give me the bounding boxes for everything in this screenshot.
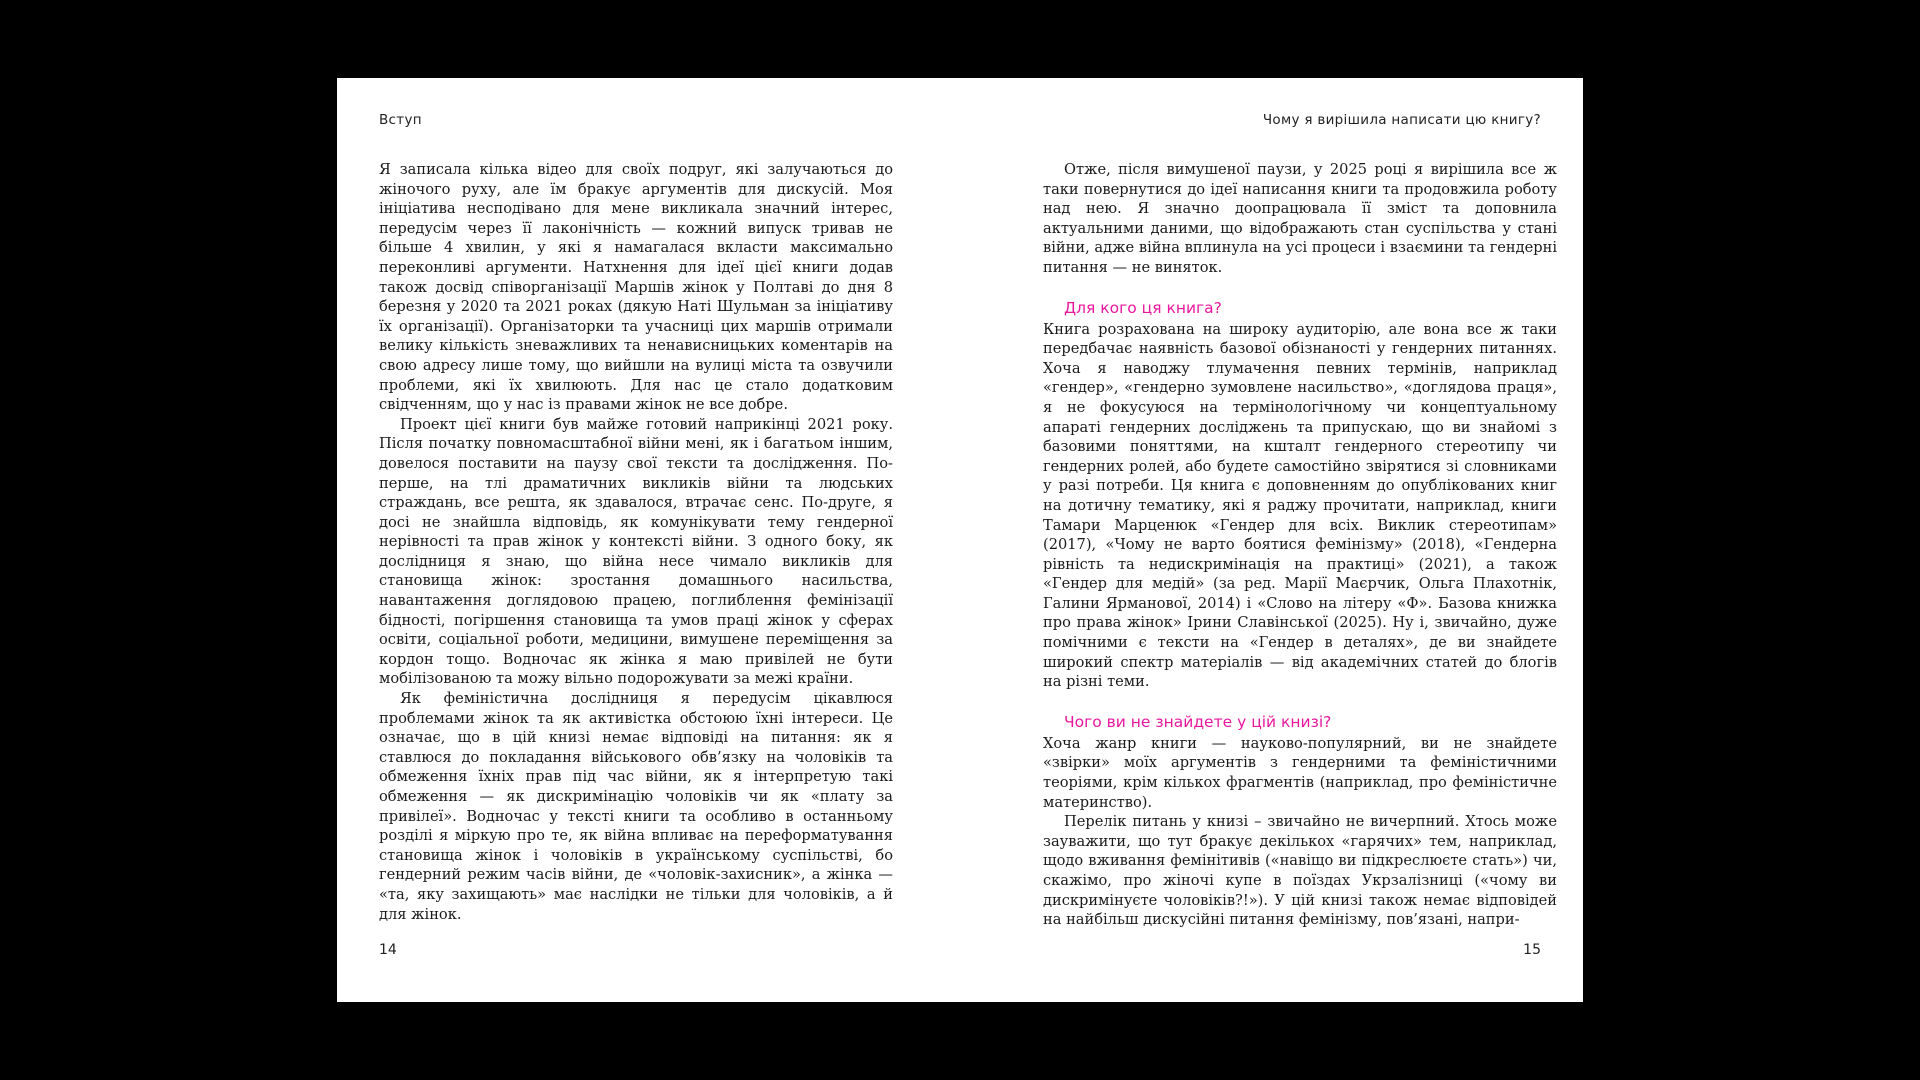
right-body-text — [1043, 160, 1557, 930]
section-heading: Для кого ця книга? — [1064, 298, 1222, 317]
paragraph: Отже, після вимушеної паузи, у 2025 році я вирішила все ж таки повернутися до ідеї написання книги та продовжила роботу над нею. Я значно доопрацювала її зміст та доповнила актуальними даними, що відображають стан суспільства у стані війни, адже війна вплинула на усі процеси і взаємини та гендерні питання — не виняток. — [1043, 161, 1557, 276]
page-number-left: 14 — [379, 942, 397, 958]
running-head-left: Вступ — [379, 112, 422, 128]
paragraph: Перелік питань у книзі – звичайно не вичерпний. Хтось може зауважити, що тут бракує декількох «гарячих» тем, наприклад, щодо вживання фемінітивів («навіщо ви підкреслюєте стать») чи, скажімо, про жіночі купе в поїздах Укрзалізниці («чому ви дискримінуєте чоловіків?!»). У цій книзі також немає відповідей на найбільш дискусійні питання фемінізму, пов’язані, напри- — [1043, 813, 1557, 929]
page-number-right: 15 — [1523, 942, 1541, 958]
left-body-text — [379, 160, 893, 924]
book-spread — [337, 78, 1583, 1002]
left-page — [337, 78, 960, 1002]
running-head-right: Чому я вирішила написати цю книгу? — [1262, 112, 1541, 128]
paragraph: Проект цієї книги був майже готовий наприкінці 2021 року. Після початку повномасштабної війни мені, як і багатьом іншим, довелося поставити на паузу свої тексти та дослідження. По-перше, на тлі драматичних викликів війни та людських страждань, все решта, як здавалося, втрачає сенс. По-друге, я досі не знайшла відповідь, як комунікувати тему гендерної нерівності та прав жінок у контексті війни. З одного боку, як дослідниця я знаю, що війна несе чимало викликів для становища жінок: зростання домашнього насильства, навантаження доглядовою працею, поглиблення фемінізації бідності, погіршення становища та умов праці жінок у сферах освіти, соціальної роботи, медицини, вимушене переміщення за кордон тощо. Водночас як жінка я маю привілей не бути мобілізованою та можу вільно подорожувати за межі країни. — [379, 415, 893, 688]
paragraph: Книга розрахована на широку аудиторію, але вона все ж таки передбачає наявність базової обізнаності у гендерних питаннях. Хоча я наводжу тлумачення певних термінів, наприклад «гендер», «гендерно зумовлене насильство», «доглядова праця», я не фокусуюся на термінологічному чи концептуальному апараті гендерних досліджень та припускаю, що ви знайомі з базовими поняттями, на кшталт гендерного стереотипу чи гендерних ролей, або будете самостійно звірятися зі словниками у разі потреби. Ця книга є доповненням до опублікованих книг на дотичну тематику, які я раджу прочитати, наприклад, книги Тамари Марценюк «Гендер для всіх. Виклик стереотипам» (2017), «Чому не варто боятися фемінізму» (2018), «Гендерна рівність та недискримінація на практиці» (2021), а також «Гендер для медій» (за ред. Марії Маєрчик, Ольга Плахотнік, Галини Ярманової, 2014) і «Слово на літеру «Ф». Базова книжка про права жінок» Ірини Славінської (2025). Ну і, звичайно, дуже помічними є тексти на «Гендер в деталях», де ви знайдете широкий спектр матеріалів — від академічних статей до блогів на різні теми. — [1043, 320, 1557, 691]
paragraph: Хоча жанр книги — науково-популярний, ви не знайдете «звірки» моїх аргументів з гендерними та феміністичними теоріями, крім кількох фрагментів (наприклад, про феміністичне материнство). — [1043, 734, 1557, 811]
right-page — [960, 78, 1583, 1002]
paragraph: Я записала кілька відео для своїх подруг, які залучаються до жіночого руху, але їм бракує аргументів для дискусій. Моя ініціатива несподівано для мене викликала значний інтерес, передусім через її лаконічність — кожний випуск тривав не більше 4 хвилин, у які я намагалася вкласти максимально переконливі аргументи. Натхнення для ідеї цієї книги додав також досвід співорганізації Маршів жінок у Полтаві до дня 8 березня у 2020 та 2021 роках (дякую Наті Шульман за ініціативу їх організації). Організаторки та учасниці цих маршів отримали велику кількість зневажливих та ненависницьких коментарів на свою адресу лише тому, що вийшли на вулиці міста та озвучили проблеми, які їх хвилюють. Для нас це стало додатковим свідченням, що у нас із правами жінок не все добре. — [379, 161, 893, 414]
section-heading: Чого ви не знайдете у цій книзі? — [1064, 712, 1332, 731]
paragraph: Як феміністична дослідниця я передусім цікавлюся проблемами жінок та як активістка обстоюю їхні інтереси. Це означає, що в цій книзі немає відповіді на питання: як я ставлюся до покладання військового обв’язку на чоловіків та обмеження їхніх прав під час війни, як я інтерпретую такі обмеження — як дискримінацію чоловіків чи як «плату за привілеї». Водночас у тексті книги та особливо в останньому розділі я міркую про те, як війна впливає на переформатування становища жінок і чоловіків в українському суспільстві, бо гендерний режим часів війни, де «чоловік-захисник», а жінка — «та, яку захищають» має наслідки не тільки для чоловіків, а й для жінок. — [379, 690, 893, 923]
